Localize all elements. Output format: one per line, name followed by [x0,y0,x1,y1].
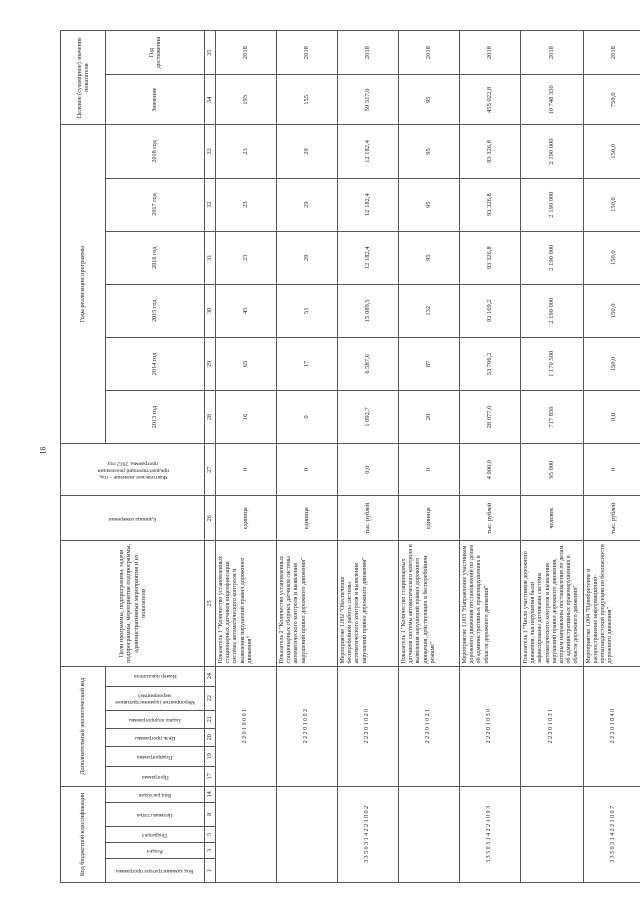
col-number: 17 [205,766,216,786]
col-number: 32 [205,178,216,231]
kbk-code-cell [277,786,338,882]
year-value-cell: 0,0 [583,390,640,443]
year-value-cell: 87 [399,337,460,390]
unit-cell: человек [521,496,584,541]
unit-cell: единица [277,496,338,541]
year-value-cell: 23 [216,231,277,284]
kbk-code-cell: 3 3 5 0 3 1 4 2 2 1 0 0 3 [460,786,521,882]
col-number: 24 [205,666,216,686]
year-value-cell: 12 182,4 [338,178,399,231]
year-value-cell: 1 092,7 [338,390,399,443]
col-number: 26 [205,496,216,541]
col-subsection-header: Подраздел [106,826,205,842]
year-header-2016: 2016 год [106,231,205,284]
year-value-cell: 150,0 [583,337,640,390]
final-year-cell: 2018 [460,31,521,75]
col-section-header: Раздел [106,842,205,858]
year-value-cell: 17 [277,337,338,390]
unit-header: Единица измерения [61,496,205,541]
final-value-header: Значение [106,75,205,125]
extra-code-cell: 2 2 2 0 1 0 2 0 [338,666,399,786]
table-row [216,31,277,883]
final-value-cell: 750,0 [583,75,640,125]
col-purpose-header: Целевая статья [106,802,205,826]
year-value-cell: 95 [399,178,460,231]
extra-code-cell: 2 2 0 1 0 0 0 1 [216,666,277,786]
year-value-cell: 2 190 000 [521,231,584,284]
kbk-code-cell [521,786,584,882]
col-number: 25 [205,541,216,666]
year-value-cell: 53 706,2 [460,337,521,390]
col-goal-header: Цель программы [106,728,205,746]
kbk-code-cell [399,786,460,882]
final-year-cell: 2018 [338,31,399,75]
rotated-table-wrapper [60,30,617,883]
column-numbers-row [205,31,216,883]
year-value-cell: 29 [277,125,338,178]
kbk-header: Код бюджетной классификации [61,786,106,882]
unit-cell: единица [216,496,277,541]
goals-header: Цели программы, подпрограммы, задачи подпрограммы, мероприятия подпрограммы, административные мероприятия и их показатели [61,541,205,666]
col-number: 27 [205,444,216,496]
table-row [521,31,584,883]
year-value-cell: 1 170 500 [521,337,584,390]
final-year-cell: 2018 [583,31,640,75]
final-value-cell: 59 317,0 [338,75,399,125]
goal-text-cell: Мероприятие 1.002 "Обеспечение бесперебойной работы системы автоматического контроля и выявления нарушений правил дорожного движения" [338,541,399,666]
kbk-code-cell [216,786,277,882]
year-value-cell: 23 [216,178,277,231]
goal-text-cell: Показатель 1 "Количество установленных стационарных датчиков видеофиксации системы автоматического контроля и выявления нарушений правил дорожного движения" [216,541,277,666]
fact-value-cell: 95 000 [521,444,584,496]
year-value-cell: 20 [399,390,460,443]
kbk-code-cell: 3 3 5 0 3 1 4 2 2 1 0 0 2 [338,786,399,882]
col-number: 3 [205,842,216,858]
year-header-2018: 2018 год [106,125,205,178]
year-value-cell: 95 [399,125,460,178]
year-value-cell: 2 190 000 [521,125,584,178]
fact-value-cell: 0 [216,444,277,496]
fact-value-cell: 4 900,0 [460,444,521,496]
year-value-cell: 15 089,5 [338,284,399,337]
year-value-cell: 150,0 [583,284,640,337]
fact-value-cell: 0 [399,444,460,496]
page-number: 16 [38,446,48,455]
col-number: 8 [205,802,216,826]
years-header: Годы реализации программы [61,125,106,444]
year-header-2015: 2015 год [106,284,205,337]
final-value-cell: 10 748 350 [521,75,584,125]
goal-text-cell: Показатель 2 "Количество установленных стационарных сборных датчиков системы автоматического контроля и выявления нарушений правил дорожного движения" [277,541,338,666]
fact-value-cell: 0 [583,444,640,496]
col-number: 28 [205,390,216,443]
year-value-cell: 65 [216,337,277,390]
year-value-cell: 93 326,8 [460,178,521,231]
col-program-header: Программа [106,766,205,786]
final-value-cell: 95 [399,75,460,125]
year-value-cell: 29 [277,178,338,231]
extra-code-cell: 2 2 2 0 1 0 3 1 [521,666,584,786]
year-value-cell: 45 [216,284,277,337]
col-measure-header: Мероприятие (административное мероприятие) [106,686,205,710]
goal-text-cell: Показатель 1 "Число участников дорожного движения, чьи нарушения были зафиксированы датчиками системы автоматического контроля и выявления нарушений правил дорожного движения, которым направлены постановления по делам об административных правонарушениях в области дорожного движения" [521,541,584,666]
table-row [338,31,399,883]
final-year-cell: 2018 [277,31,338,75]
col-expense-header: Вид расходов [106,786,205,802]
year-value-cell: 93 326,8 [460,231,521,284]
final-value-cell: 193 [216,75,277,125]
final-year-cell: 2018 [399,31,460,75]
col-number: 5 [205,826,216,842]
year-value-cell: 93 169,2 [460,284,521,337]
fact-value-cell: 0 [277,444,338,496]
final-year-header: Год достижения [106,31,205,75]
col-indicator-header: Номер показателя [106,666,205,686]
program-indicators-table [60,30,640,883]
col-number: 1 [205,858,216,882]
extra-code-header: Дополнительный аналитический код [61,666,106,786]
extra-code-cell: 2 2 2 0 1 0 0 2 [277,666,338,786]
col-number: 33 [205,125,216,178]
kbk-code-cell: 3 3 5 0 3 1 4 2 2 1 0 0 7 [583,786,640,882]
year-value-cell: 132 [399,284,460,337]
col-number: 30 [205,284,216,337]
col-number: 31 [205,231,216,284]
col-number: 35 [205,31,216,75]
year-value-cell: 12 182,4 [338,231,399,284]
col-number: 20 [205,728,216,746]
year-value-cell: 16 [216,390,277,443]
extra-code-cell: 2 2 2 0 1 0 3 0 [460,666,521,786]
table-row [583,31,640,883]
col-admin-header: Код администратора программы [106,858,205,882]
goal-text-cell: Показатель 1 "Количество стационарных датчиков системы автоматического контроля и выявления нарушений правил дорожного движения, действующих в бесперебойном режиме" [399,541,460,666]
fact-value-cell: 0,0 [338,444,399,496]
unit-cell: тыс. рублей [338,496,399,541]
year-header-2017: 2017 год [106,178,205,231]
col-task-header: Задача подпрограммы [106,710,205,728]
final-year-cell: 2018 [521,31,584,75]
year-value-cell: 150,0 [583,125,640,178]
unit-cell: единица [399,496,460,541]
table-row [399,31,460,883]
year-value-cell: 2 190 000 [521,284,584,337]
col-number: 29 [205,337,216,390]
year-header-2014: 2014 год [106,337,205,390]
year-value-cell: 95 [399,231,460,284]
col-number: 34 [205,75,216,125]
year-value-cell: 12 182,4 [338,125,399,178]
col-number: 14 [205,786,216,802]
table-row [460,31,521,883]
year-value-cell: 23 [216,125,277,178]
extra-code-cell: 2 2 2 0 1 0 2 1 [399,666,460,786]
year-value-cell: 51 [277,284,338,337]
fact-header: Фактическое значение – год, предшествующий реализации программы, 2012 год [61,444,205,496]
final-value-cell: 455 022,8 [460,75,521,125]
col-number: 21 [205,710,216,728]
goal-text-cell: Мероприятие 1.004 "Приобретение и распространение информационно-пропагандистской продукции по безопасности дорожного движения" [583,541,640,666]
year-value-cell: 150,0 [583,178,640,231]
final-header: Целевое (суммарное) значение показателя [61,31,106,125]
extra-code-cell: 2 2 2 0 1 0 4 0 [583,666,640,786]
year-value-cell: 0 [277,390,338,443]
col-number: 22 [205,686,216,710]
year-value-cell: 717 850 [521,390,584,443]
year-value-cell: 28 077,0 [460,390,521,443]
year-header-2013: 2013 год [106,390,205,443]
table-body [216,31,640,883]
year-value-cell: 2 190 000 [521,178,584,231]
year-value-cell: 6 587,6 [338,337,399,390]
col-number: 19 [205,746,216,766]
goal-text-cell: Мероприятие 1.003 "Направление участникам дорожного движения постановлений по делам об административных правонарушениях в области дорожного движения" [460,541,521,666]
final-year-cell: 2018 [216,31,277,75]
year-value-cell: 150,0 [583,231,640,284]
unit-cell: тыс. рублей [583,496,640,541]
year-value-cell: 29 [277,231,338,284]
final-value-cell: 155 [277,75,338,125]
year-value-cell: 93 326,8 [460,125,521,178]
table-row [277,31,338,883]
col-subprogram-header: Подпрограмма [106,746,205,766]
unit-cell: тыс. рублей [460,496,521,541]
